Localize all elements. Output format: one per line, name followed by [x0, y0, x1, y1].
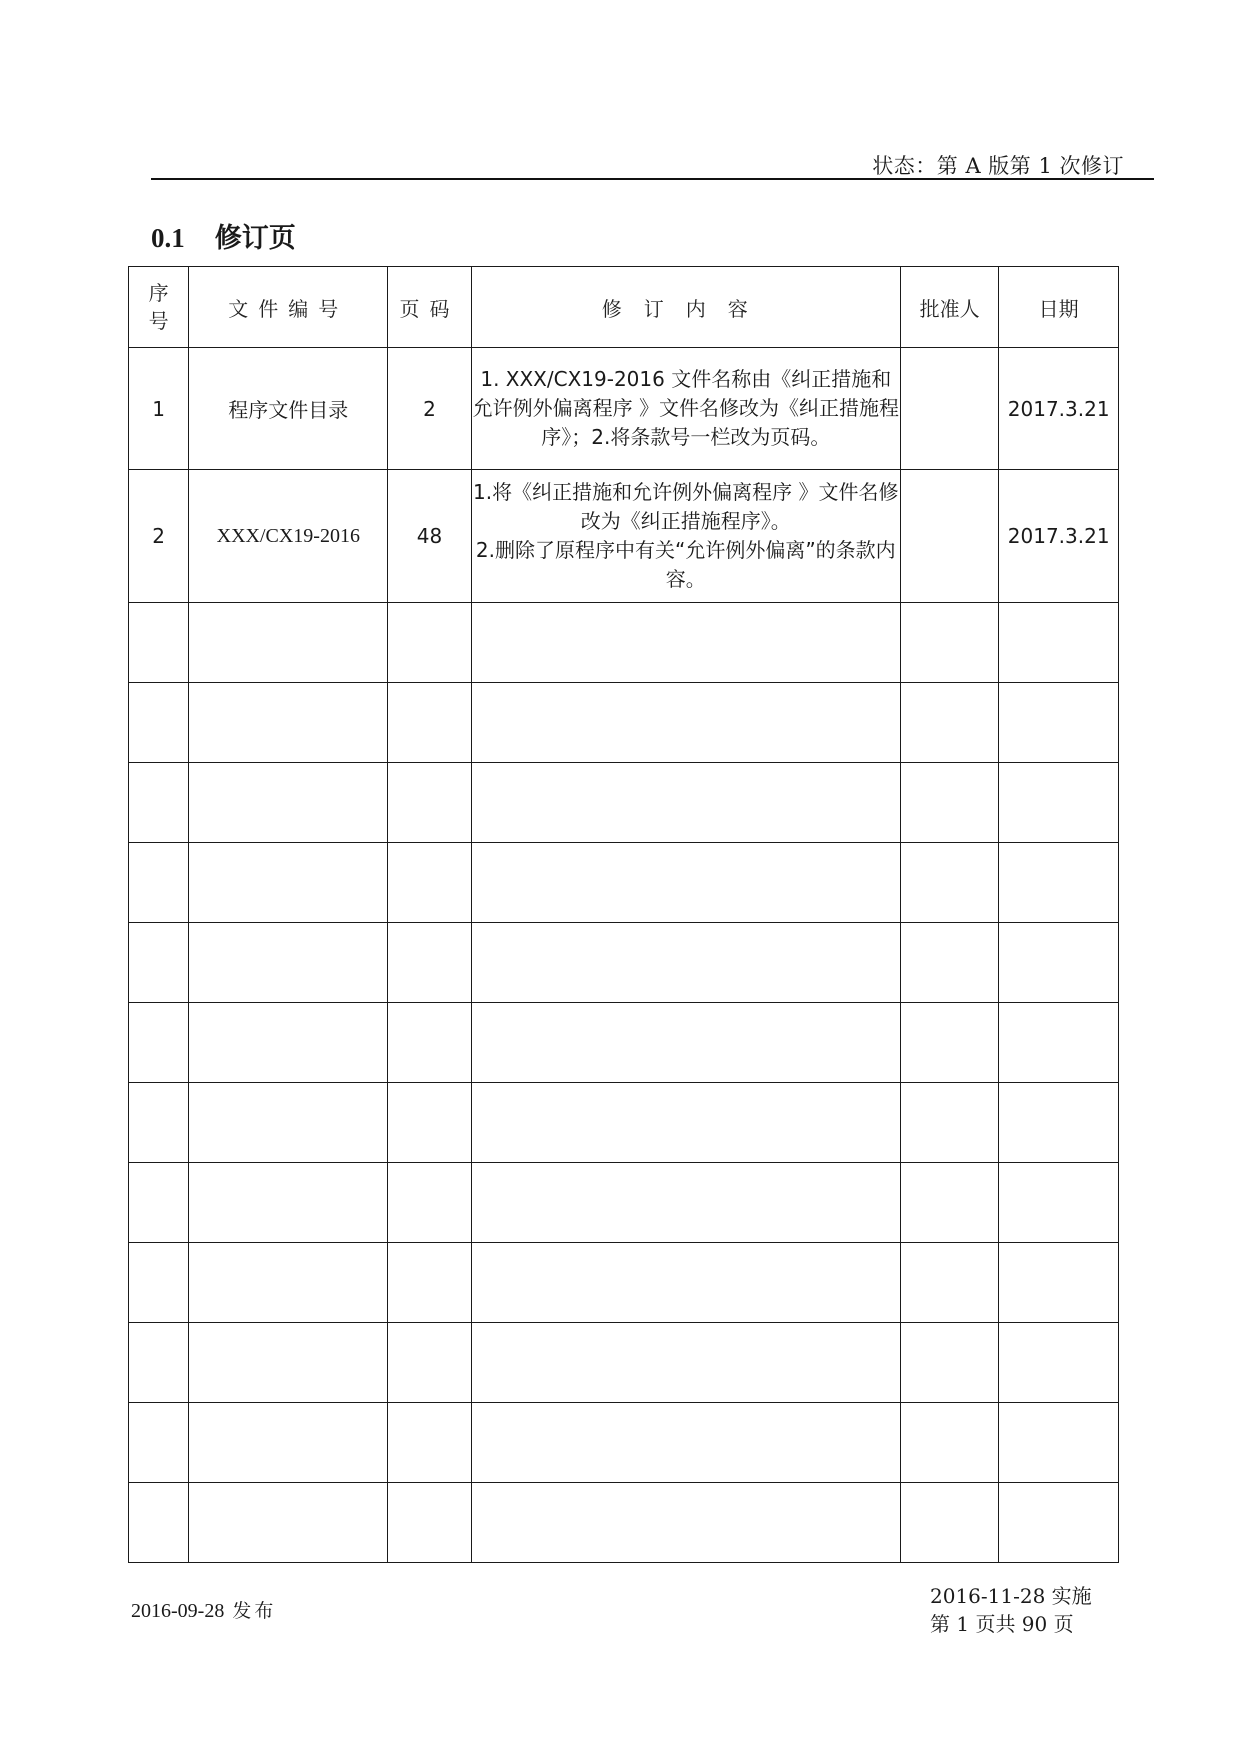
header-page: 页码	[388, 267, 471, 348]
footer-issue	[131, 1596, 276, 1623]
table-header-row	[129, 267, 1119, 348]
header-seq-line2: 号	[148, 309, 169, 333]
empty-row	[129, 843, 1119, 923]
row-page: 2	[388, 348, 471, 470]
table-row	[129, 470, 1119, 603]
issue-date: 2016-09-28	[131, 1600, 225, 1622]
row-page: 48	[388, 470, 471, 603]
empty-row	[129, 683, 1119, 763]
page-info: 第 1 页共 90 页	[930, 1612, 1074, 1636]
table-row	[129, 348, 1119, 470]
row-content: 1. XXX/CX19-2016 文件名称由《纠正措施和允许例外偏离程序 》文件名修改为《纠正措施程序》；2.将条款号一栏改为页码。	[471, 348, 900, 470]
header-approver: 批准人	[900, 267, 998, 348]
row-date: 2017.3.21	[999, 348, 1119, 470]
effective-date: 2016-11-28 实施	[930, 1584, 1092, 1608]
row-approver	[900, 470, 998, 603]
empty-row	[129, 1083, 1119, 1163]
empty-row	[129, 1323, 1119, 1403]
header-divider	[151, 178, 1154, 180]
empty-row	[129, 1403, 1119, 1483]
header-date: 日期	[999, 267, 1119, 348]
row-doc-no: 程序文件目录	[189, 348, 388, 470]
empty-row	[129, 603, 1119, 683]
document-status: 状态：第 A 版第 1 次修订	[872, 154, 1124, 178]
revision-table	[128, 266, 1119, 1563]
footer-effective	[930, 1582, 1092, 1638]
section-number: 0.1	[151, 223, 185, 253]
header-seq	[129, 267, 189, 348]
content-line-1: 1.将《纠正措施和允许例外偏离程序 》文件名修改为《纠正措施程序》。	[473, 480, 899, 533]
row-seq: 2	[129, 470, 189, 603]
section-title: 修订页	[214, 223, 296, 254]
empty-row	[129, 1163, 1119, 1243]
row-approver	[900, 348, 998, 470]
empty-row	[129, 763, 1119, 843]
empty-row	[129, 1003, 1119, 1083]
issue-label: 发布	[232, 1600, 277, 1622]
row-doc-no: XXX/CX19-2016	[189, 470, 388, 603]
empty-row	[129, 1243, 1119, 1323]
header-doc-no: 文件编号	[189, 267, 388, 348]
section-heading	[151, 216, 296, 255]
empty-row	[129, 923, 1119, 1003]
row-content	[471, 470, 900, 603]
empty-row	[129, 1483, 1119, 1563]
row-seq: 1	[129, 348, 189, 470]
header-seq-line1: 序	[148, 281, 169, 305]
row-date: 2017.3.21	[999, 470, 1119, 603]
header-content: 修订内容	[471, 267, 900, 348]
content-line-2: 2.删除了原程序中有关“允许例外偏离”的条款内容。	[475, 538, 896, 591]
